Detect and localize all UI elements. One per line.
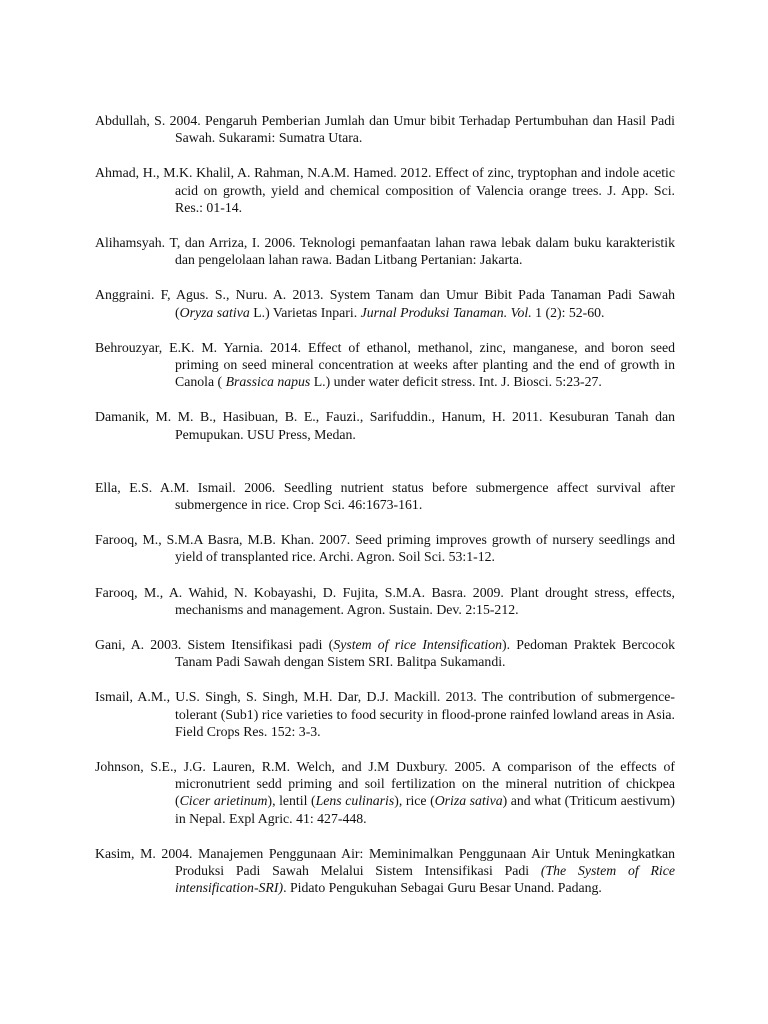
reference-italic-text: (The System of Rice intensification-SRI) (175, 863, 675, 896)
reference-entry (95, 234, 675, 268)
reference-text: Behrouzyar, E.K. M. Yarnia. 2014. Effect of ethanol, methanol, zinc, manganese, and boron seed priming on seed mineral concentration at weeks after planting and the end of growth in Canola ( (95, 339, 675, 390)
reference-italic-text: Oryza sativa (179, 304, 250, 320)
reference-text: L.) under water deficit stress. Int. J. Biosci. 5:23-27. (310, 374, 602, 390)
reference-entry (95, 479, 675, 513)
reference-entry (95, 531, 675, 565)
reference-text: Damanik, M. M. B., Hasibuan, B. E., Fauzi., Sarifuddin., Hanum, H. 2011. Kesuburan Tanah dan Pemupukan. USU Press, Medan. (95, 409, 675, 442)
reference-text: Gani, A. 2003. Sistem Itensifikasi padi ( (95, 637, 334, 653)
reference-text: ). Pedoman Praktek Bercocok Tanam Padi Sawah dengan Sistem SRI. Balitpa Sukamandi. (175, 637, 675, 670)
reference-entry (95, 164, 675, 216)
reference-text: . Pidato Pengukuhan Sebagai Guru Besar Unand. Padang. (283, 880, 602, 896)
reference-text: Johnson, S.E., J.G. Lauren, R.M. Welch, and J.M Duxbury. 2005. A comparison of the effects of micronutrient sedd priming and soil fertilization on the mineral nutrition of chickpea ( (95, 759, 675, 809)
reference-italic-text: System of rice Intensification (333, 637, 503, 653)
reference-text: L.) Varietas Inpari. (249, 304, 361, 320)
reference-text: Abdullah, S. 2004. Pengaruh Pemberian Jumlah dan Umur bibit Terhadap Pertumbuhan dan Hasil Padi Sawah. Sukarami: Sumatra Utara. (95, 113, 675, 146)
reference-text: Ahmad, H., M.K. Khalil, A. Rahman, N.A.M. Hamed. 2012. Effect of zinc, tryptophan and indole acetic acid on growth, yield and chemical composition of Valencia orange trees. J. App. Sci. Res.: 01-14. (95, 165, 675, 215)
reference-text: ), rice ( (394, 793, 435, 809)
reference-text: Ismail, A.M., U.S. Singh, S. Singh, M.H. Dar, D.J. Mackill. 2013. The contribution of submergence-tolerant (Sub1) rice varieties to food security in flood-prone rainfed lowland areas in Asia. Field Crops Res. 152: 3-3. (95, 689, 675, 739)
reference-text: 1 (2): 52-60. (531, 304, 605, 320)
reference-list (95, 112, 675, 915)
reference-entry (95, 286, 675, 320)
reference-entry (95, 688, 675, 740)
reference-entry (95, 584, 675, 618)
reference-text: Farooq, M., A. Wahid, N. Kobayashi, D. Fujita, S.M.A. Basra. 2009. Plant drought stress, effects, mechanisms and management. Agron. Sustain. Dev. 2:15-212. (95, 584, 675, 617)
reference-entry (95, 408, 675, 442)
reference-entry (95, 112, 675, 146)
reference-text: ), lentil ( (267, 793, 316, 809)
reference-text: Kasim, M. 2004. Manajemen Penggunaan Air: Meminimalkan Penggunaan Air Untuk Meningkatkan Produksi Padi Sawah Melalui Sistem Intensifikasi Padi (95, 845, 675, 879)
reference-entry (95, 339, 675, 391)
reference-text: Farooq, M., S.M.A Basra, M.B. Khan. 2007. Seed priming improves growth of nursery seedlings and yield of transplanted rice. Archi. Agron. Soil Sci. 53:1-12. (95, 532, 675, 565)
reference-entry (95, 758, 675, 827)
reference-italic-text: Jurnal Produksi Tanaman. Vol. (360, 304, 532, 320)
reference-text: Anggraini. F, Agus. S., Nuru. A. 2013. System Tanam dan Umur Bibit Pada Tanaman Padi Sawah ( (95, 287, 675, 320)
reference-italic-text: Cicer arietinum (179, 793, 268, 809)
reference-text: ) and what (Triticum aestivum) in Nepal. Expl Agric. 41: 427-448. (175, 793, 675, 826)
reference-italic-text: Lens culinaris (315, 793, 395, 809)
reference-italic-text: Oriza sativa (434, 793, 503, 809)
reference-text: Ella, E.S. A.M. Ismail. 2006. Seedling nutrient status before submergence affect survival after submergence in rice. Crop Sci. 46:1673-161. (95, 479, 675, 513)
reference-text: Alihamsyah. T, dan Arriza, I. 2006. Teknologi pemanfaatan lahan rawa lebak dalam buku karakteristik dan pengelolaan lahan rawa. Badan Litbang Pertanian: Jakarta. (95, 235, 675, 268)
reference-italic-text: Brassica napus (225, 374, 311, 390)
reference-entry (95, 636, 675, 670)
reference-entry (95, 845, 675, 897)
